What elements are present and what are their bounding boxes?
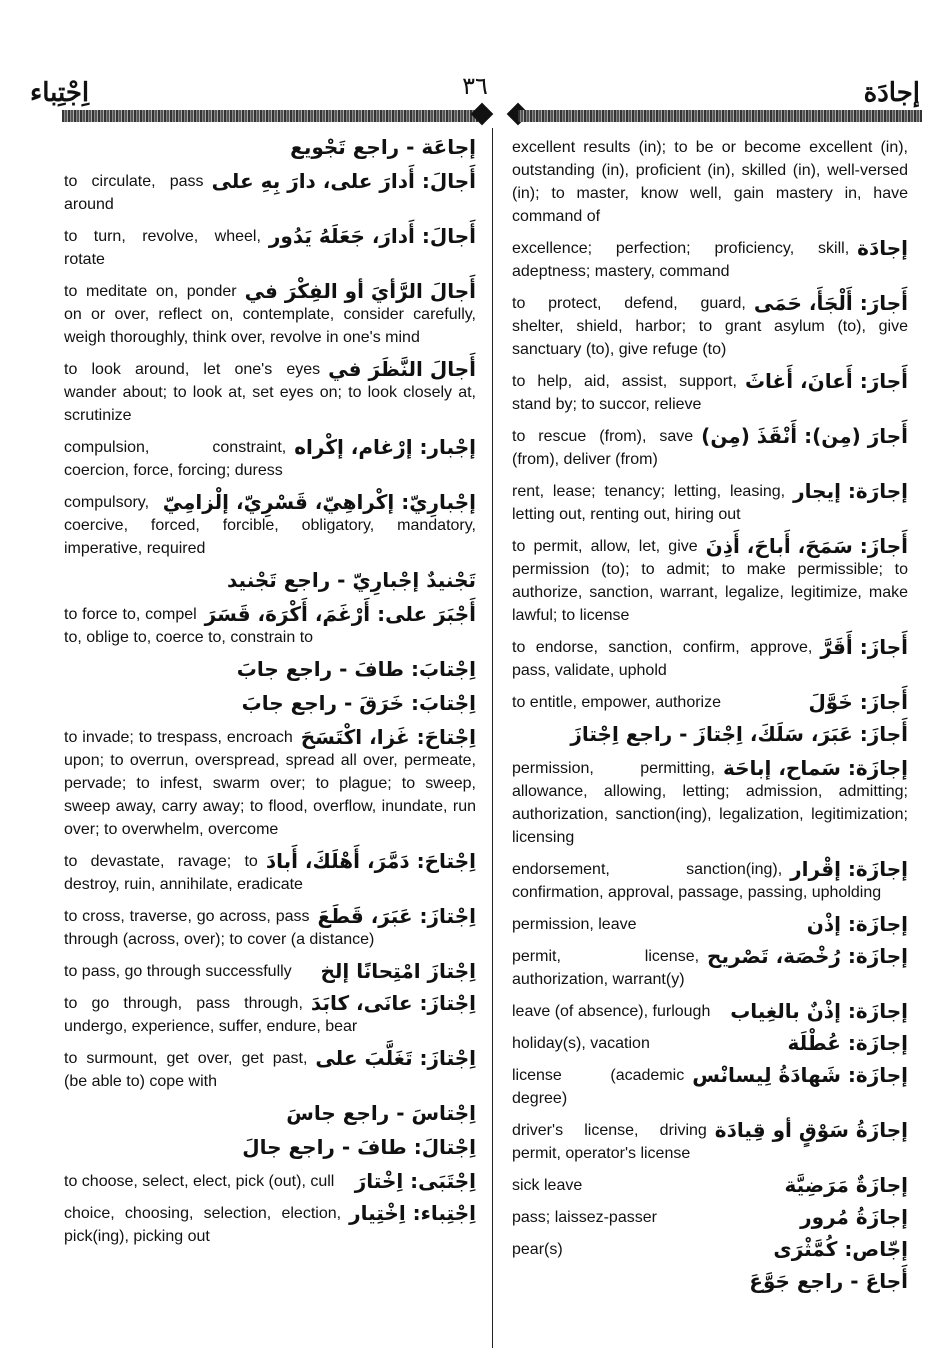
arabic-headword: أَجارَ: أَلْجَأَ، حَمَى bbox=[753, 291, 908, 315]
english-definition: to force to, compel to, oblige to, coerce to, constrain to bbox=[64, 606, 314, 646]
right-column bbox=[512, 136, 908, 1304]
dictionary-entry bbox=[512, 945, 908, 991]
english-definition: to choose, select, elect, pick (out), cull bbox=[64, 1173, 335, 1190]
english-definition: compulsion, constraint, coercion, force, forcing; duress bbox=[64, 439, 287, 479]
english-definition: sick leave bbox=[512, 1177, 583, 1194]
dictionary-entry bbox=[64, 1102, 476, 1127]
dictionary-entry bbox=[64, 1202, 476, 1248]
arabic-headword: اِجْتابَ: طافَ - راجع جابَ bbox=[236, 657, 476, 681]
english-definition: permission, permitting, allowance, allowing, letting; admission, admitting; authorization, sanction(ing), legalization, legitimization; licensing bbox=[512, 760, 908, 846]
dictionary-entry bbox=[64, 905, 476, 951]
dictionary-entry bbox=[512, 1238, 908, 1261]
dictionary-entry bbox=[512, 691, 908, 714]
english-definition: to protect, defend, guard, shelter, shield, harbor; to grant asylum (to), give sanctuary (to), give refuge (to) bbox=[512, 295, 908, 358]
arabic-headword: أَجالَ النَّظَرَ في bbox=[328, 357, 476, 381]
dictionary-entry bbox=[64, 726, 476, 841]
arabic-headword: أَجالَ: أَدارَ على، دارَ بِهِ على bbox=[211, 169, 476, 193]
dictionary-entry bbox=[512, 237, 908, 283]
dictionary-entry bbox=[64, 658, 476, 683]
arabic-headword: إجْبارِيّ: إكْراهِيّ، قَسْرِيّ، إلْزامِيّ bbox=[162, 490, 476, 514]
arabic-headword: اِجْتابَ: خَرَقَ - راجع جابَ bbox=[241, 691, 476, 715]
dictionary-entry bbox=[512, 858, 908, 904]
arabic-headword: اِجْتاحَ: دَمَّرَ، أَهْلَكَ، أَبادَ bbox=[265, 849, 476, 873]
arabic-headword: اِجْتازَ: عانَى، كابَدَ bbox=[310, 991, 476, 1015]
dictionary-entry bbox=[64, 491, 476, 560]
english-definition: leave (of absence), furlough bbox=[512, 1003, 711, 1020]
arabic-headword: إجازَةُ سَوْقٍ أو قِيادَة bbox=[714, 1118, 908, 1142]
header-rule-right bbox=[518, 110, 922, 122]
arabic-headword: إجازَة: شَهادَةُ لِيسانْس bbox=[692, 1063, 908, 1087]
english-definition: to entitle, empower, authorize bbox=[512, 694, 722, 711]
arabic-headword: أَجازَ: خَوَّلَ bbox=[808, 690, 908, 714]
dictionary-entry bbox=[64, 692, 476, 717]
english-definition: license (academic degree) bbox=[512, 1067, 685, 1107]
dictionary-entry bbox=[512, 1000, 908, 1023]
dictionary-entry bbox=[64, 1047, 476, 1093]
dictionary-entry bbox=[512, 292, 908, 361]
english-definition: excellent results (in); to be or become excellent (in), outstanding (in), proficient (in), skilled (in), well-versed (in); to master, know well, gain mastery in, have command of bbox=[512, 139, 908, 225]
header-rule-left bbox=[62, 110, 480, 122]
arabic-headword: أَجارَ (مِن): أَنْقَذَ (مِن) bbox=[701, 424, 908, 448]
arabic-headword: إجازَة: إذْنٌ بالغِياب bbox=[730, 999, 908, 1023]
dictionary-entry bbox=[512, 636, 908, 682]
english-definition: to go through, pass through, undergo, experience, suffer, endure, bear bbox=[64, 995, 358, 1035]
arabic-headword: اِجْتازَ: عَبَرَ، قَطَعَ bbox=[317, 904, 476, 928]
dictionary-entry bbox=[512, 535, 908, 627]
arabic-headword: إجازَة: عُطْلَة bbox=[787, 1031, 908, 1055]
english-definition: rent, lease; tenancy; letting, leasing, letting out, renting out, hiring out bbox=[512, 483, 786, 523]
left-column bbox=[64, 136, 476, 1257]
dictionary-entry bbox=[64, 280, 476, 349]
arabic-headword: تَجْنيدٌ إجْبارِيّ - راجع تَجْنيد bbox=[227, 568, 476, 592]
english-definition: to rescue (from), save (from), deliver (from) bbox=[512, 428, 694, 468]
english-definition: to turn, revolve, wheel, rotate bbox=[64, 228, 261, 268]
arabic-headword: أَجالَ الرَّأيَ أو الفِكْرَ في bbox=[244, 279, 476, 303]
english-definition: to meditate on, ponder on or over, reflect on, contemplate, consider carefully, weigh thoroughly, think over, revolve in one's mind bbox=[64, 283, 476, 346]
dictionary-entry bbox=[64, 170, 476, 216]
arabic-headword: أَجارَ: أَعانَ، أَغاثَ bbox=[744, 369, 908, 393]
dictionary-entry bbox=[64, 992, 476, 1038]
arabic-headword: إجازَةُ مُرور bbox=[800, 1205, 908, 1229]
english-definition: pear(s) bbox=[512, 1241, 563, 1258]
arabic-headword: اِجْتازَ: تَغَلَّبَ على bbox=[315, 1046, 476, 1070]
arabic-headword: أَجاعَ - راجع جَوَّعَ bbox=[749, 1269, 908, 1293]
dictionary-entry bbox=[64, 136, 476, 161]
english-definition: pass; laissez-passer bbox=[512, 1209, 657, 1226]
english-definition: to surmount, get over, get past, (be able to) cope with bbox=[64, 1050, 308, 1090]
arabic-headword: أَجازَ: سَمَحَ، أَباحَ، أَذِنَ bbox=[705, 534, 908, 558]
dictionary-entry bbox=[64, 358, 476, 427]
arabic-headword: إجازَة: إقْرار bbox=[790, 857, 908, 881]
dictionary-entry bbox=[512, 1206, 908, 1229]
arabic-headword: اِجْتَبَى: اِخْتارَ bbox=[354, 1169, 476, 1193]
arabic-headword: أَجازَ: عَبَرَ، سَلَكَ، اِجْتازَ - راجع اِجْتازَ bbox=[570, 722, 908, 746]
arabic-headword: أَجْبَرَ على: أَرْغَمَ، أَكْرَهَ، قَسَرَ bbox=[204, 602, 476, 626]
dictionary-entry bbox=[512, 425, 908, 471]
english-definition: choice, choosing, selection, election, pick(ing), picking out bbox=[64, 1205, 342, 1245]
english-definition: to devastate, ravage; to destroy, ruin, annihilate, eradicate bbox=[64, 853, 303, 893]
dictionary-entry bbox=[512, 1032, 908, 1055]
dictionary-entry bbox=[64, 960, 476, 983]
dictionary-entry bbox=[512, 1064, 908, 1110]
english-definition: driver's license, driving permit, operator's license bbox=[512, 1122, 707, 1162]
english-definition: compulsory, coercive, forced, forcible, obligatory, mandatory, imperative, required bbox=[64, 494, 476, 557]
dictionary-entry bbox=[512, 913, 908, 936]
dictionary-entry bbox=[64, 436, 476, 482]
arabic-headword: إجارَة: إيجار bbox=[793, 479, 908, 503]
english-definition: to circulate, pass around bbox=[64, 173, 204, 213]
running-head-left: اِجْتِباء bbox=[30, 78, 90, 108]
english-definition: to invade; to trespass, encroach upon; to overrun, overspread, spread all over, permeate, pervade; to infest, swarm over; to plague; to sweep, sweep away, carry away; to flood, overflow, inundate, run over; to overwhelm, overcome bbox=[64, 729, 476, 838]
arabic-headword: إجادَة bbox=[857, 236, 908, 260]
dictionary-entry bbox=[512, 757, 908, 849]
arabic-headword: اِجْتالَ: طافَ - راجع جالَ bbox=[242, 1135, 476, 1159]
arabic-headword: أَجالَ: أَدارَ، جَعَلَهُ يَدُور bbox=[268, 224, 476, 248]
column-divider bbox=[492, 128, 493, 1348]
english-definition: to look around, let one's eyes wander about; to look at, set eyes on; to look closely at, scrutinize bbox=[64, 361, 476, 424]
running-head-right: إجادَة bbox=[863, 78, 920, 108]
arabic-headword: اِجْتاحَ: غَزا، اكْتَسَحَ bbox=[300, 725, 476, 749]
arabic-headword: إجازَة: إذْن bbox=[806, 912, 908, 936]
dictionary-entry bbox=[64, 225, 476, 271]
arabic-headword: اِجْتازَ امْتِحانًا إلخ bbox=[320, 959, 476, 983]
english-definition: to cross, traverse, go across, pass through (across, over); to cover (a distance) bbox=[64, 908, 375, 948]
arabic-headword: إجّاص: كُمَّثْرَى bbox=[773, 1237, 908, 1261]
english-definition: to permit, allow, let, give permission (to); to admit; to make permissible; to authorize, sanction, warrant, legalize, legitimize, make lawful; to license bbox=[512, 538, 908, 624]
dictionary-entry bbox=[64, 569, 476, 594]
dictionary-entry bbox=[512, 723, 908, 748]
dictionary-entry bbox=[512, 1174, 908, 1197]
dictionary-entry bbox=[512, 1119, 908, 1165]
arabic-headword: أَجازَ: أَقَرَّ bbox=[820, 635, 908, 659]
arabic-headword: إجازَة: سَماح، إباحَة bbox=[722, 756, 908, 780]
page-number: ٣٦ bbox=[462, 72, 488, 100]
dictionary-entry bbox=[512, 136, 908, 228]
dictionary-entry bbox=[512, 480, 908, 526]
english-definition: permission, leave bbox=[512, 916, 637, 933]
dictionary-entry bbox=[512, 370, 908, 416]
arabic-headword: إجازَة: رُخْصَة، تَصْريح bbox=[707, 944, 908, 968]
dictionary-entry bbox=[64, 1136, 476, 1161]
dictionary-entry bbox=[64, 603, 476, 649]
arabic-headword: اِجْتِباء: اِخْتِيار bbox=[349, 1201, 476, 1225]
english-definition: to help, aid, assist, support, stand by; to succor, relieve bbox=[512, 373, 737, 413]
arabic-headword: إجاعَة - راجع تَجْويع bbox=[290, 135, 476, 159]
dictionary-entry bbox=[64, 850, 476, 896]
english-definition: excellence; perfection; proficiency, skill, adeptness; mastery, command bbox=[512, 240, 850, 280]
english-definition: holiday(s), vacation bbox=[512, 1035, 650, 1052]
dictionary-entry bbox=[64, 1170, 476, 1193]
english-definition: to pass, go through successfully bbox=[64, 963, 292, 980]
dictionary-entry bbox=[512, 1270, 908, 1295]
english-definition: permit, license, authorization, warrant(y) bbox=[512, 948, 700, 988]
arabic-headword: إجازَةٌ مَرَضِيَّة bbox=[784, 1173, 908, 1197]
english-definition: endorsement, sanction(ing), confirmation, approval, passage, passing, upholding bbox=[512, 861, 882, 901]
english-definition: to endorse, sanction, confirm, approve, pass, validate, uphold bbox=[512, 639, 813, 679]
arabic-headword: إجْبار: إرْغام، إكْراه bbox=[294, 435, 476, 459]
arabic-headword: اِجْتاسَ - راجع جاسَ bbox=[286, 1101, 476, 1125]
